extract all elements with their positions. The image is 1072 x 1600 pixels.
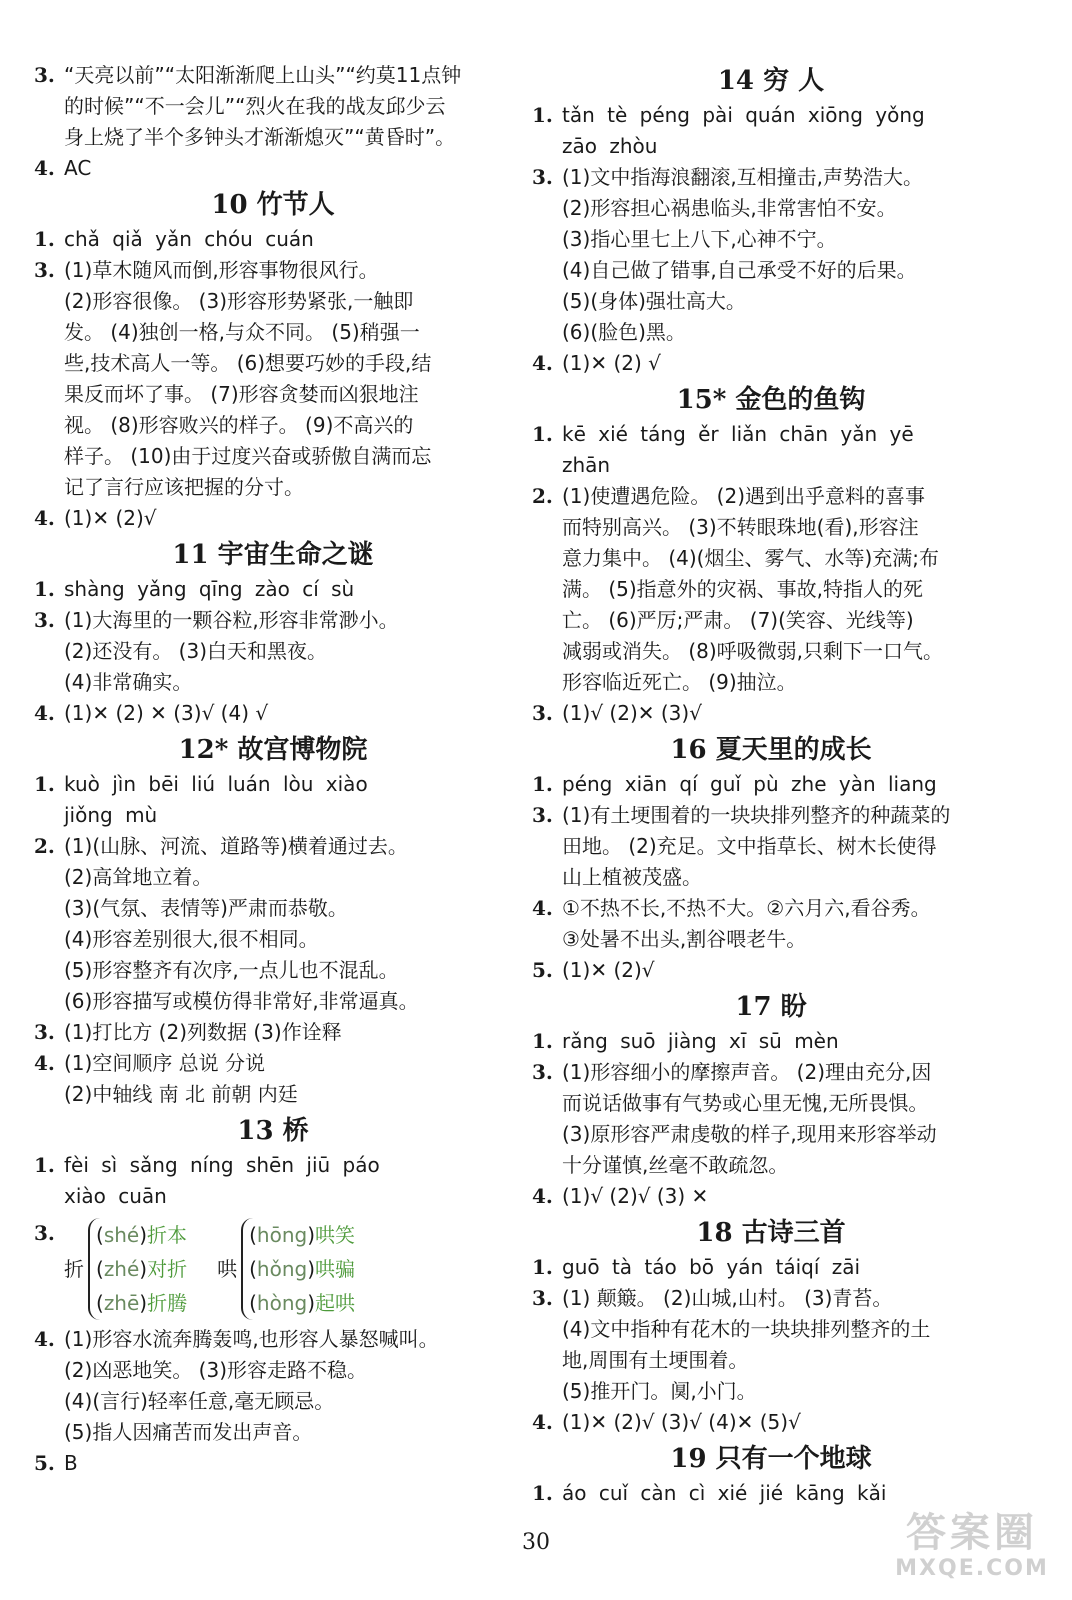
polyphone-pinyin: hǒng [256,1257,308,1281]
answer-item [532,348,1010,379]
answer-line: (1)√ (2)✕ (3)√ [562,701,702,725]
answer-line: (5)(身体)强壮高大。 [562,289,746,313]
polyphone-row: (hòng)起哄 [249,1291,356,1315]
answer-line: (4)(言行)轻率任意,毫无顾忌。 [64,1389,335,1413]
lesson-title: 18 古诗三首 [696,1218,846,1248]
answer-line: (3)指心里七上八下,心神不宁。 [562,227,837,251]
item-number: 3. [34,608,55,632]
polyphone-word: 起哄 [315,1291,356,1315]
lesson-title: 13 桥 [237,1116,309,1146]
answer-line: (1)使遭遇危险。 (2)遇到出乎意料的喜事 [562,484,926,508]
answer-line: 亡。 (6)严厉;严肃。 (7)(笑容、光线等) [562,608,914,632]
watermark-text: 答案圈 [906,1510,1038,1556]
answer-line: (1)✕ (2) ✕ (3)√ (4) √ [64,701,269,725]
answer-item [34,574,512,605]
answer-line: (4)形容差别很大,很不相同。 [64,927,319,951]
answer-line: (1)(山脉、河流、道路等)横着通过去。 [64,834,408,858]
answer-line: (2)凶恶地笑。 (3)形容走路不稳。 [64,1358,368,1382]
answer-item [34,1150,512,1212]
polyphone-pinyin: hòng [256,1291,308,1315]
polyphone-word: 哄笑 [315,1223,356,1247]
answer-line: 身上烧了半个多钟头才渐渐熄灭”“黄昏时”。 [64,125,456,149]
lesson-title: 15* 金色的鱼钩 [676,385,866,415]
polyphone-pinyin: zhé [103,1257,140,1281]
answer-line: (1)形容细小的摩擦声音。 (2)理由充分,因 [562,1060,932,1084]
polyphone-row: (shé)折本 [96,1223,188,1247]
answer-line: (1)大海里的一颗谷粒,形容非常渺小。 [64,608,399,632]
pinyin-line: kuò jìn bēi liú luán lòu xiào [64,772,368,796]
item-number: 3. [532,1286,553,1310]
answer-line: 些,技术高人一等。 (6)想要巧妙的手段,结 [64,351,432,375]
answer-line: (1)空间顺序 总说 分说 [64,1051,266,1075]
pinyin-line: kē xié táng ěr liǎn chān yǎn yē [562,422,914,446]
item-number: 3. [34,1020,55,1044]
answer-item [532,893,1010,955]
item-number: 3. [34,258,55,282]
answer-item [532,100,1010,162]
answer-item [34,1324,512,1448]
answer-line: (2)还没有。 (3)白天和黑夜。 [64,639,328,663]
answer-line: 山上植被茂盛。 [562,865,702,889]
answer-line: (1)形容水流奔腾轰鸣,也形容人暴怒喊叫。 [64,1327,439,1351]
pinyin-line: xiào cuān [64,1184,167,1208]
item-number: 3. [532,803,553,827]
answer-line: (5)形容整齐有次序,一点儿也不混乱。 [64,958,399,982]
answer-line: (1)✕ (2)√ [562,958,655,982]
answer-line: (1)草木随风而倒,形容事物很风行。 [64,258,379,282]
page-number: 30 [522,1530,550,1555]
answer-line: 而说话做事有气势或心里无愧,无所畏惧。 [562,1091,929,1115]
polyphone-row: (hōng)哄笑 [249,1223,356,1247]
answer-line: (1) 颠簸。 (2)山城,山村。 (3)青苔。 [562,1286,893,1310]
item-number: 4. [532,896,553,920]
answer-line: 田地。 (2)充足。文中指草长、树木长使得 [562,834,937,858]
pinyin-line: rǎng suō jiàng xī sū mèn [562,1029,839,1053]
answer-line: (5)推开门。阒,小门。 [562,1379,757,1403]
answer-line: 意力集中。 (4)(烟尘、雾气、水等)充满;布 [562,546,940,570]
item-number: 4. [34,1051,55,1075]
answer-line: 发。 (4)独创一格,与众不同。 (5)稍强一 [64,320,420,344]
polyphone-pinyin: hōng [256,1223,308,1247]
polyphone-char: 哄 [217,1256,238,1281]
answer-line: 十分谨慎,丝毫不敢疏忽。 [562,1153,789,1177]
answer-line: (4)非常确实。 [64,670,193,694]
polyphone-row: (zhē)折腾 [96,1291,188,1315]
answer-line: (1)✕ (2)√ [64,506,157,530]
pinyin-line: fèi sì sǎng níng shēn jiū páo [64,1153,380,1177]
item-number: 1. [532,422,553,446]
answer-item [532,769,1010,800]
item-number: 1. [532,103,553,127]
answer-item [532,162,1010,348]
lesson-title: 10 竹节人 [211,190,335,220]
answer-line: (1)打比方 (2)列数据 (3)作诠释 [64,1020,342,1044]
lesson-title: 11 宇宙生命之谜 [172,540,374,570]
answer-item [34,224,512,255]
item-number: 3. [532,701,553,725]
answer-item [532,419,1010,481]
answer-line: (4)文中指种有花木的一块块排列整齐的土 [562,1317,931,1341]
polyphone-pinyin: zhē [103,1291,140,1315]
item-number: 3. [34,1221,55,1245]
item-number: 4. [34,506,55,530]
polyphone-word: 对折 [147,1257,188,1281]
lesson-title: 12* 故宫博物院 [178,735,368,765]
watermark-url: MXQE.COM [895,1556,1049,1581]
lesson-title: 17 盼 [735,992,807,1022]
answer-item [532,1057,1010,1181]
answer-line: (3)(气氛、表情等)严肃而恭敬。 [64,896,348,920]
item-number: 4. [34,156,55,180]
left-column [34,60,512,1479]
pinyin-line: chǎ qiǎ yǎn chóu cuán [64,227,314,251]
answer-line: 而特别高兴。 (3)不转眼珠地(看),形容注 [562,515,919,539]
answer-item [34,831,512,1017]
answer-line: AC [64,156,92,180]
answer-line: 减弱或消失。 (8)呼吸微弱,只剩下一口气。 [562,639,944,663]
item-number: 5. [34,1451,55,1475]
item-number: 4. [532,1410,553,1434]
polyphone-word: 折腾 [147,1291,188,1315]
answer-item [532,1478,1010,1509]
polyphone-group [64,1218,512,1320]
answer-item [34,605,512,698]
polyphone-item [34,1218,512,1320]
answer-line: (6)(脸色)黑。 [562,320,686,344]
answer-line: (5)指人因痛苦而发出声音。 [64,1420,313,1444]
answer-line: 记了言行应该把握的分寸。 [64,475,304,499]
pinyin-line: zhān [562,453,611,477]
item-number: 4. [34,1327,55,1351]
pinyin-line: guō tà táo bō yán táiqí zāi [562,1255,861,1279]
item-number: 4. [532,1184,553,1208]
answer-item [34,1048,512,1110]
polyphone-word: 哄骗 [315,1257,356,1281]
answer-item [34,60,512,153]
pinyin-line: áo cuǐ càn cì xié jié kāng kǎi [562,1481,887,1505]
polyphone-row: (hǒng)哄骗 [249,1257,356,1281]
watermark-logo [892,1510,1052,1590]
answer-line: 果反而坏了事。 (7)形容贪婪而凶狠地注 [64,382,419,406]
answer-line: (3)原形容严肃虔敬的样子,现用来形容举动 [562,1122,937,1146]
answer-item [532,698,1010,729]
answer-line: (1)有土埂围着的一块块排列整齐的种蔬菜的 [562,803,951,827]
item-number: 2. [532,484,553,508]
answer-line: (1)√ (2)√ (3) ✕ [562,1184,709,1208]
answer-line: ③处暑不出头,割谷喂老牛。 [562,927,807,951]
item-number: 2. [34,834,55,858]
item-number: 5. [532,958,553,982]
answer-item [532,1181,1010,1212]
answer-item [532,1283,1010,1407]
item-number: 1. [532,1481,553,1505]
item-number: 3. [34,63,55,87]
pinyin-line: shàng yǎng qīng zào cí sù [64,577,355,601]
polyphone-row: (zhé)对折 [96,1257,188,1281]
pinyin-line: péng xiān qí guǐ pù zhe yàn liang [562,772,937,796]
answer-item [532,800,1010,893]
answer-item [34,1448,512,1479]
item-number: 3. [532,1060,553,1084]
lesson-title: 16 夏天里的成长 [670,735,872,765]
answer-line: (2)形容担心祸患临头,非常害怕不安。 [562,196,897,220]
answer-line: 的时候”“不一会儿”“烈火在我的战友邱少云 [64,94,446,118]
answer-item [34,1017,512,1048]
answer-item [34,255,512,503]
lesson-title: 19 只有一个地球 [670,1444,872,1474]
answer-line: 满。 (5)指意外的灾祸、事故,特指人的死 [562,577,924,601]
answer-line: (1)✕ (2) √ [562,351,661,375]
polyphone-pinyin: shé [103,1223,140,1247]
item-number: 4. [34,701,55,725]
answer-line: 样子。 (10)由于过度兴奋或骄傲自满而忘 [64,444,432,468]
item-number: 4. [532,351,553,375]
item-number: 1. [532,1029,553,1053]
answer-item [34,153,512,184]
pinyin-line: jiǒng mù [64,803,158,827]
polyphone-word: 折本 [147,1223,188,1247]
answer-item [34,769,512,831]
answer-line: 视。 (8)形容败兴的样子。 (9)不高兴的 [64,413,414,437]
answer-line: (2)形容很像。 (3)形容形势紧张,一触即 [64,289,414,313]
item-number: 1. [532,1255,553,1279]
lesson-title: 14 穷 人 [717,66,825,96]
answer-line: “天亮以前”“太阳渐渐爬上山头”“约莫11点钟 [64,63,462,87]
answer-line: (4)自己做了错事,自己承受不好的后果。 [562,258,917,282]
answer-line: (2)中轴线 南 北 前朝 内廷 [64,1082,298,1106]
pinyin-line: tǎn tè péng pài quán xiōng yǒng [562,103,925,127]
answer-item [532,1026,1010,1057]
answer-item [34,698,512,729]
answer-line: ①不热不长,不热不大。②六月六,看谷秀。 [562,896,931,920]
answer-item [532,955,1010,986]
answer-line: B [64,1451,78,1475]
answer-line: (2)高耸地立着。 [64,865,213,889]
item-number: 1. [34,1153,55,1177]
answer-item [34,503,512,534]
answer-item [532,1407,1010,1438]
answer-line: (6)形容描写或模仿得非常好,非常逼真。 [64,989,419,1013]
item-number: 3. [532,165,553,189]
item-number: 1. [34,772,55,796]
answer-line: 地,周围有土埂围着。 [562,1348,749,1372]
answer-line: 形容临近死亡。 (9)抽泣。 [562,670,797,694]
answer-item [532,481,1010,698]
item-number: 1. [34,227,55,251]
item-number: 1. [532,772,553,796]
answer-item [532,1252,1010,1283]
pinyin-line: zāo zhòu [562,134,658,158]
answer-line: (1)文中指海浪翻滚,互相撞击,声势浩大。 [562,165,924,189]
right-column [532,60,1010,1509]
answer-line: (1)✕ (2)√ (3)√ (4)✕ (5)√ [562,1410,801,1434]
polyphone-brace [241,1218,355,1320]
item-number: 1. [34,577,55,601]
polyphone-char: 折 [64,1256,84,1281]
polyphone-brace [88,1218,187,1320]
